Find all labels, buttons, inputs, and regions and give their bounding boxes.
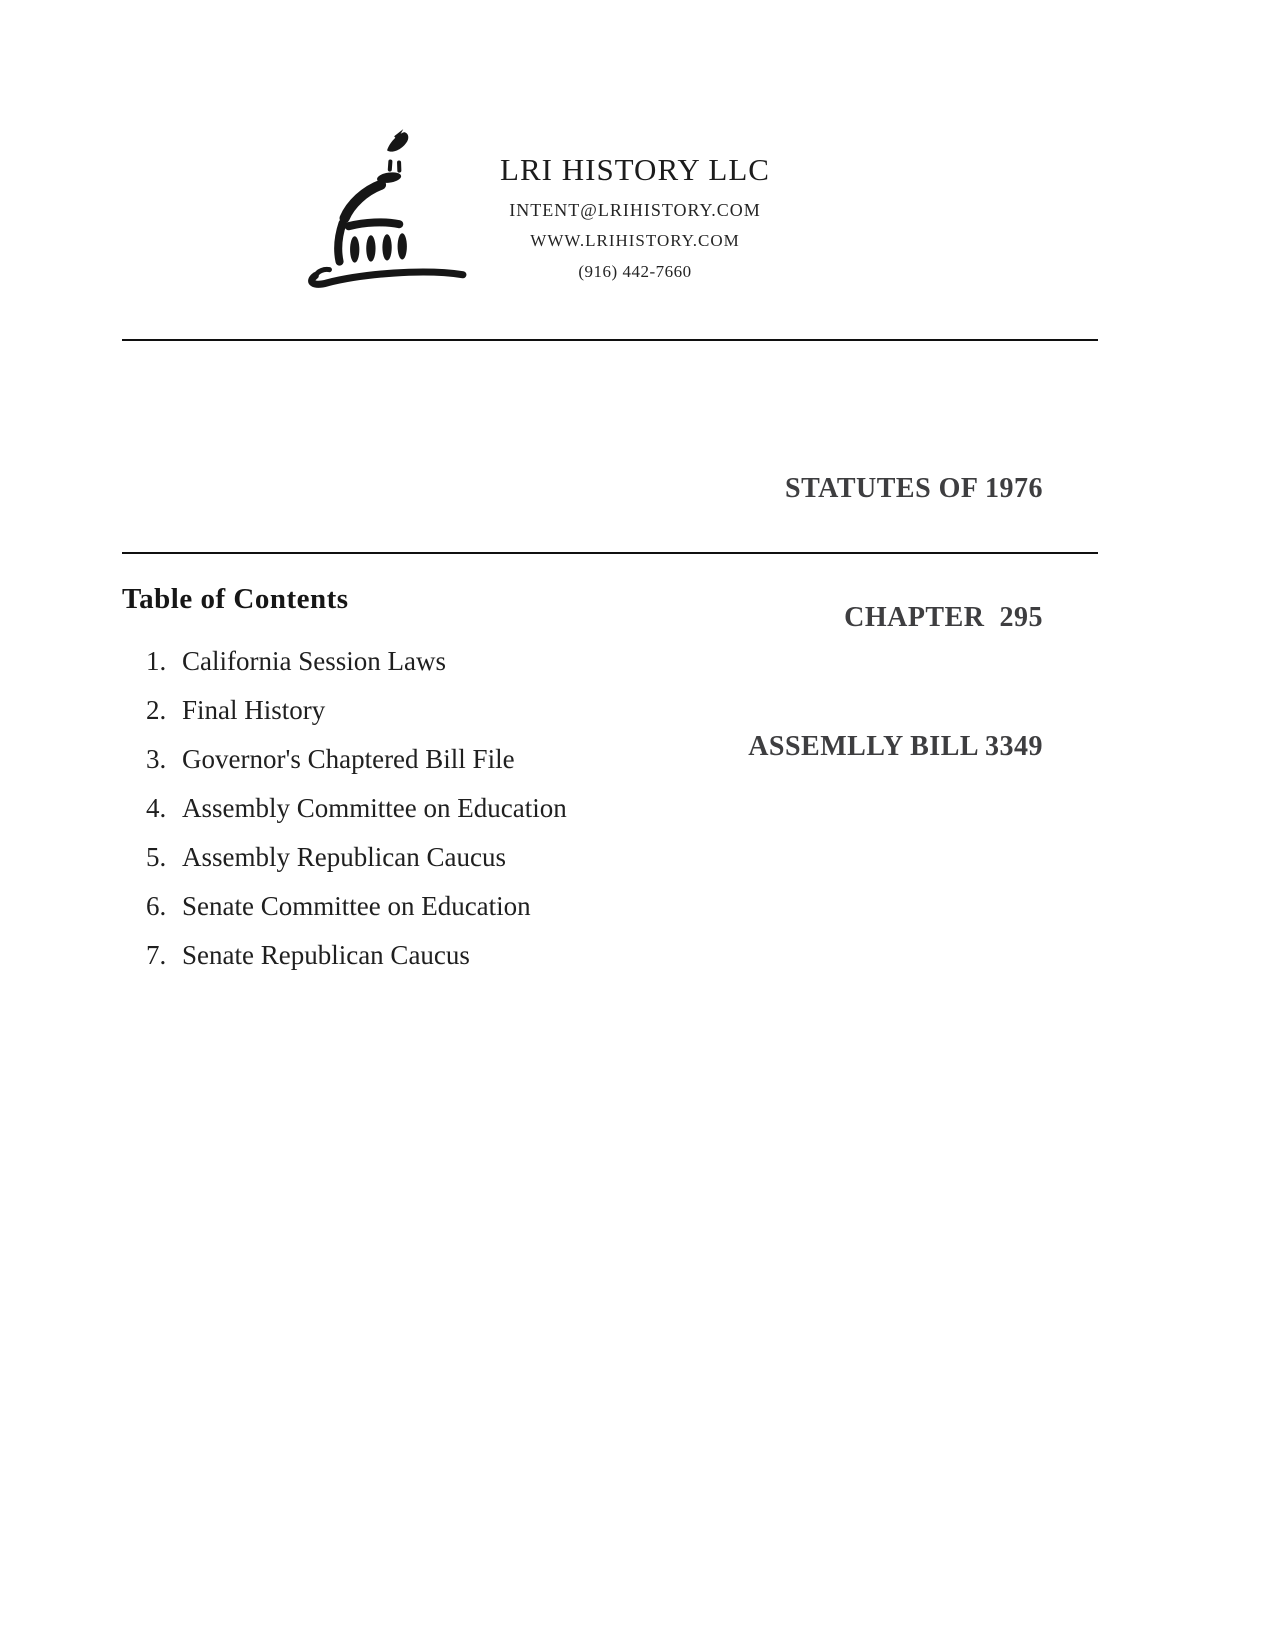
company-phone: (916) 442-7660	[578, 262, 692, 281]
statutes-title-block	[748, 381, 1043, 854]
toc-item	[146, 795, 567, 822]
toc-item-label: Senate Republican Caucus	[182, 940, 470, 970]
toc-item	[146, 648, 567, 675]
toc-list	[146, 648, 567, 991]
toc-item-number: 6.	[146, 891, 167, 921]
toc-item-label: Senate Committee on Education	[182, 891, 531, 921]
toc-item-number: 7.	[146, 940, 167, 970]
company-name: LRI HISTORY LLC	[500, 152, 770, 187]
toc-item	[146, 942, 567, 969]
toc-item-number: 2.	[146, 695, 167, 725]
toc-item-number: 4.	[146, 793, 167, 823]
toc-item-label: California Session Laws	[182, 646, 446, 676]
toc-item	[146, 844, 567, 871]
toc-item-label: Assembly Committee on Education	[182, 793, 567, 823]
toc-item-label: Assembly Republican Caucus	[182, 842, 506, 872]
statutes-line-3: ASSEMLLY BILL 3349	[748, 731, 1043, 762]
toc-item-label: Governor's Chaptered Bill File	[182, 744, 515, 774]
toc-item-number: 3.	[146, 744, 167, 774]
statutes-line-1: STATUTES OF 1976	[785, 473, 1043, 504]
toc-item	[146, 893, 567, 920]
divider-bottom	[122, 552, 1098, 554]
toc-heading: Table of Contents	[122, 583, 349, 615]
toc-item	[146, 746, 567, 773]
toc-item-label: Final History	[182, 695, 326, 725]
statutes-line-2: CHAPTER 295	[844, 602, 1043, 633]
divider-top	[122, 339, 1098, 341]
toc-item-number: 1.	[146, 646, 167, 676]
company-email: INTENT@LRIHISTORY.COM	[509, 200, 761, 220]
toc-item-number: 5.	[146, 842, 167, 872]
company-website: WWW.LRIHISTORY.COM	[530, 231, 740, 250]
toc-item	[146, 697, 567, 724]
letterhead	[430, 152, 840, 282]
